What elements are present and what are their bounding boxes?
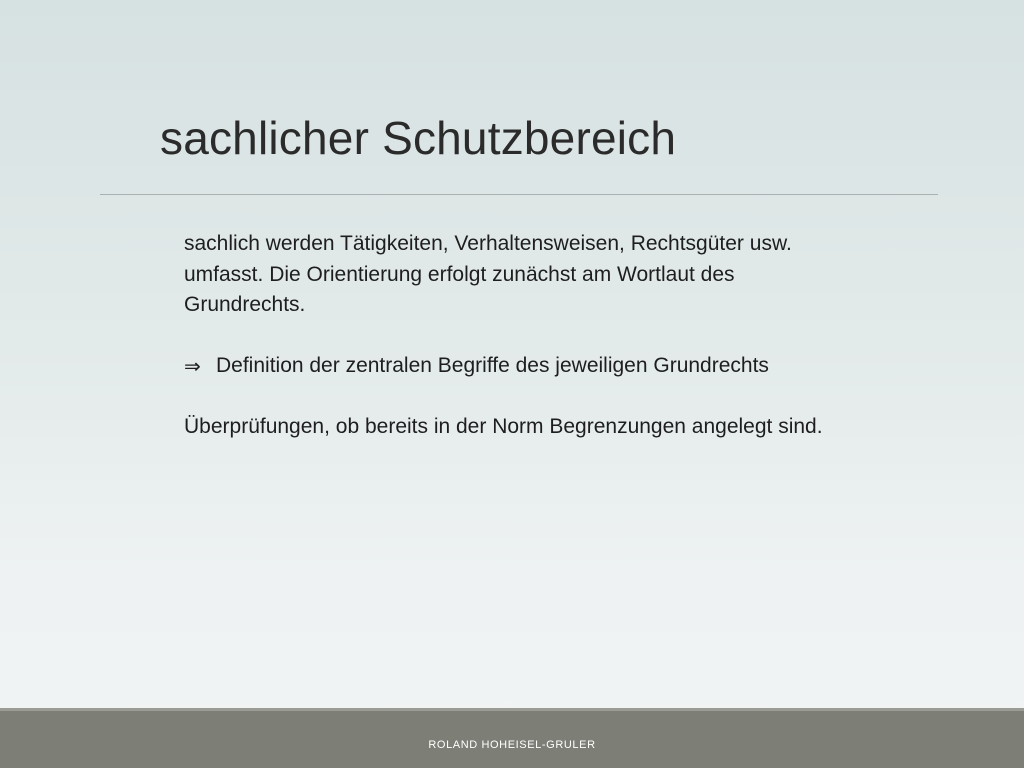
implies-arrow-icon: ⇒: [184, 354, 201, 378]
paragraph-spacer: [184, 382, 844, 413]
body-paragraph-scope: sachlich werden Tätigkeiten, Verhaltensweisen, Rechtsgüter usw. umfasst. Die Orientierung erfolgt zunächst am Wortlaut des Grundrechts.: [184, 232, 792, 316]
arrow-list-item: [184, 351, 844, 382]
slide-title: sachlicher Schutzbereich: [160, 112, 677, 164]
paragraph-spacer: [184, 321, 844, 352]
footer-author: ROLAND HOHEISEL-GRULER: [428, 739, 596, 751]
arrow-item-text: Definition der zentralen Begriffe des jeweiligen Grundrechts: [216, 354, 769, 377]
body-paragraph-check: Überprüfungen, ob bereits in der Norm Begrenzungen angelegt sind.: [184, 415, 823, 438]
slide-body: [184, 229, 844, 443]
footer-bar: [0, 708, 1024, 768]
title-divider: [100, 194, 938, 195]
